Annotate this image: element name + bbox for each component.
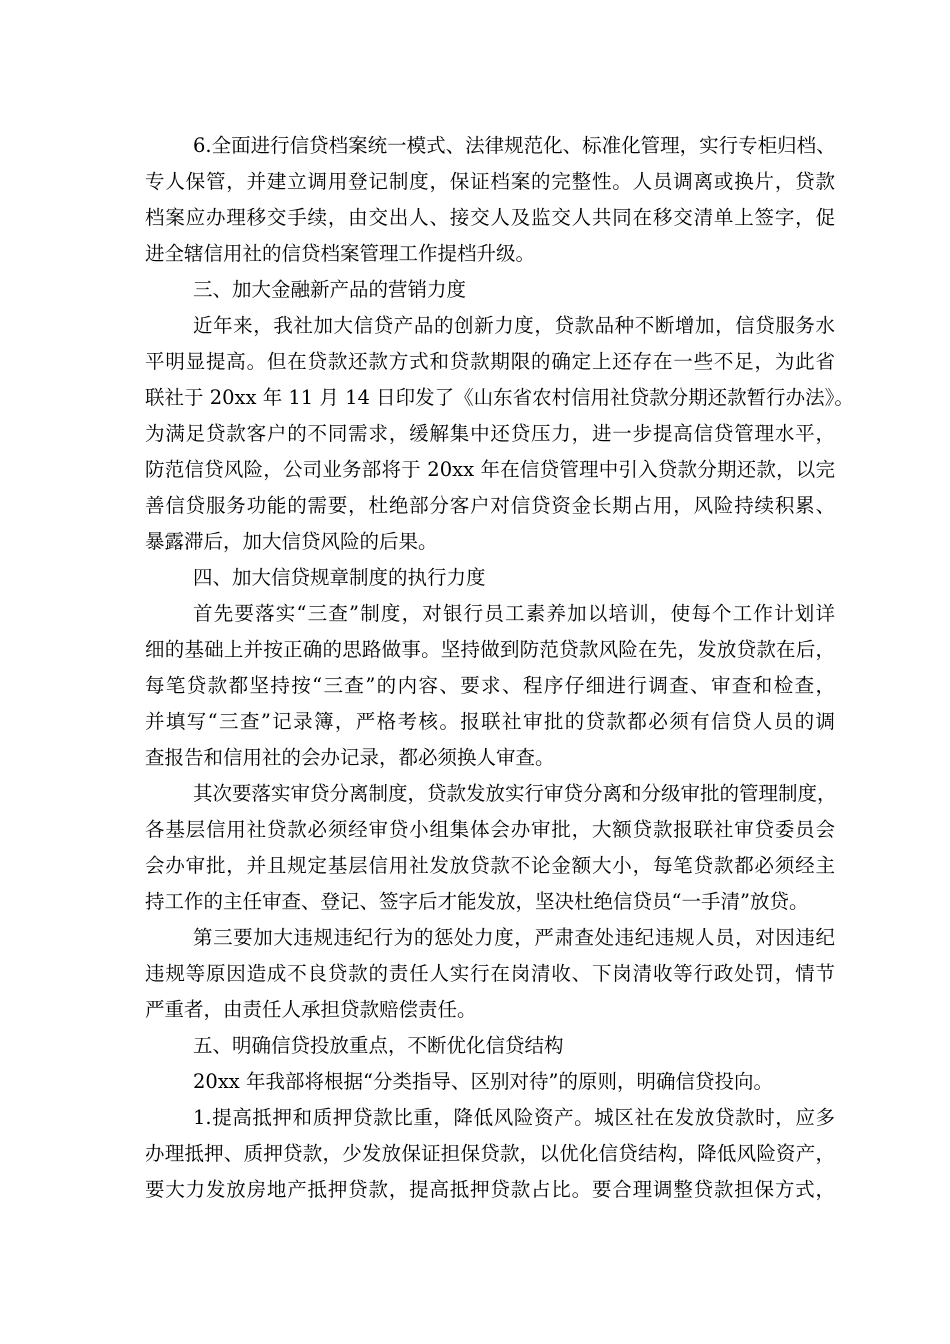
paragraph-line: 20xx 年我部将根据“分类指导、区别对待”的原则，明确信贷投向。 [193, 1070, 773, 1093]
paragraph-line: 并填写“三查”记录簿，严格考核。报联社审批的贷款都必须有信贷人员的调 [145, 710, 835, 733]
paragraph-line: 违规等原因造成不良贷款的责任人实行在岗清收、下岗清收等行政处罚，情节 [145, 962, 835, 985]
paragraph-line: 其次要落实审贷分离制度，贷款发放实行审贷分离和分级审批的管理制度， [193, 782, 837, 805]
paragraph-line: 各基层信用社贷款必须经审贷小组集体会办审批，大额贷款报联社审贷委员会 [145, 818, 835, 841]
paragraph-line: 细的基础上并按正确的思路做事。坚持做到防范贷款风险在先，发放贷款在后， [145, 638, 835, 661]
paragraph-line: 为满足贷款客户的不同需求，缓解集中还贷压力，进一步提高信贷管理水平， [145, 422, 835, 445]
paragraph-line: 善信贷服务功能的需要，杜绝部分客户对信贷资金长期占用，风险持续积累、 [145, 494, 835, 517]
paragraph-line: 档案应办理移交手续，由交出人、接交人及监交人共同在移交清单上签字，促 [145, 206, 835, 229]
paragraph-line: 办理抵押、质押贷款，少发放保证担保贷款，以优化信贷结构，降低风险资产， [145, 1142, 835, 1165]
section-heading: 五、明确信贷投放重点，不断优化信贷结构 [193, 1034, 564, 1057]
section-heading: 三、加大金融新产品的营销力度 [193, 278, 467, 301]
paragraph-line: 要大力发放房地产抵押贷款，提高抵押贷款占比。要合理调整贷款担保方式， [145, 1178, 835, 1201]
paragraph-line: 近年来，我社加大信贷产品的创新力度，贷款品种不断增加，信贷服务水 [193, 314, 835, 337]
paragraph-line: 持工作的主任审查、登记、签字后才能发放，坚决杜绝信贷员“一手清”放贷。 [145, 890, 809, 913]
paragraph-line: 严重者，由责任人承担贷款赔偿责任。 [145, 998, 477, 1021]
paragraph-line: 平明显提高。但在贷款还款方式和贷款期限的确定上还存在一些不足，为此省 [145, 350, 835, 373]
paragraph-line: 6.全面进行信贷档案统一模式、法律规范化、标准化管理，实行专柜归档、 [193, 134, 836, 157]
paragraph-line: 首先要落实“三查”制度，对银行员工素养加以培训，使每个工作计划详 [193, 602, 835, 625]
paragraph-line: 专人保管，并建立调用登记制度，保证档案的完整性。人员调离或换片，贷款 [145, 170, 835, 193]
paragraph-line: 每笔贷款都坚持按“三查”的内容、要求、程序仔细进行调查、审查和检查， [145, 674, 835, 697]
paragraph-line: 进全辖信用社的信贷档案管理工作提档升级。 [145, 242, 536, 265]
paragraph-line: 查报告和信用社的会办记录，都必须换人审查。 [145, 746, 555, 769]
section-heading: 四、加大信贷规章制度的执行力度 [193, 566, 486, 589]
paragraph-line: 暴露滞后，加大信贷风险的后果。 [145, 530, 438, 553]
paragraph-line: 联社于 20xx 年 11 月 14 日印发了《山东省农村信用社贷款分期还款暂行办法》。 [145, 386, 854, 409]
paragraph-line: 会办审批，并且规定基层信用社发放贷款不论金额大小，每笔贷款都必须经主 [145, 854, 835, 877]
paragraph-line: 第三要加大违规违纪行为的惩处力度，严肃查处违纪违规人员，对因违纪 [193, 926, 835, 949]
paragraph-line: 1.提高抵押和质押贷款比重，降低风险资产。城区社在发放贷款时，应多 [193, 1106, 835, 1129]
document-body [145, 128, 854, 1208]
paragraph-line: 防范信贷风险，公司业务部将于 20xx 年在信贷管理中引入贷款分期还款，以完 [145, 458, 835, 481]
